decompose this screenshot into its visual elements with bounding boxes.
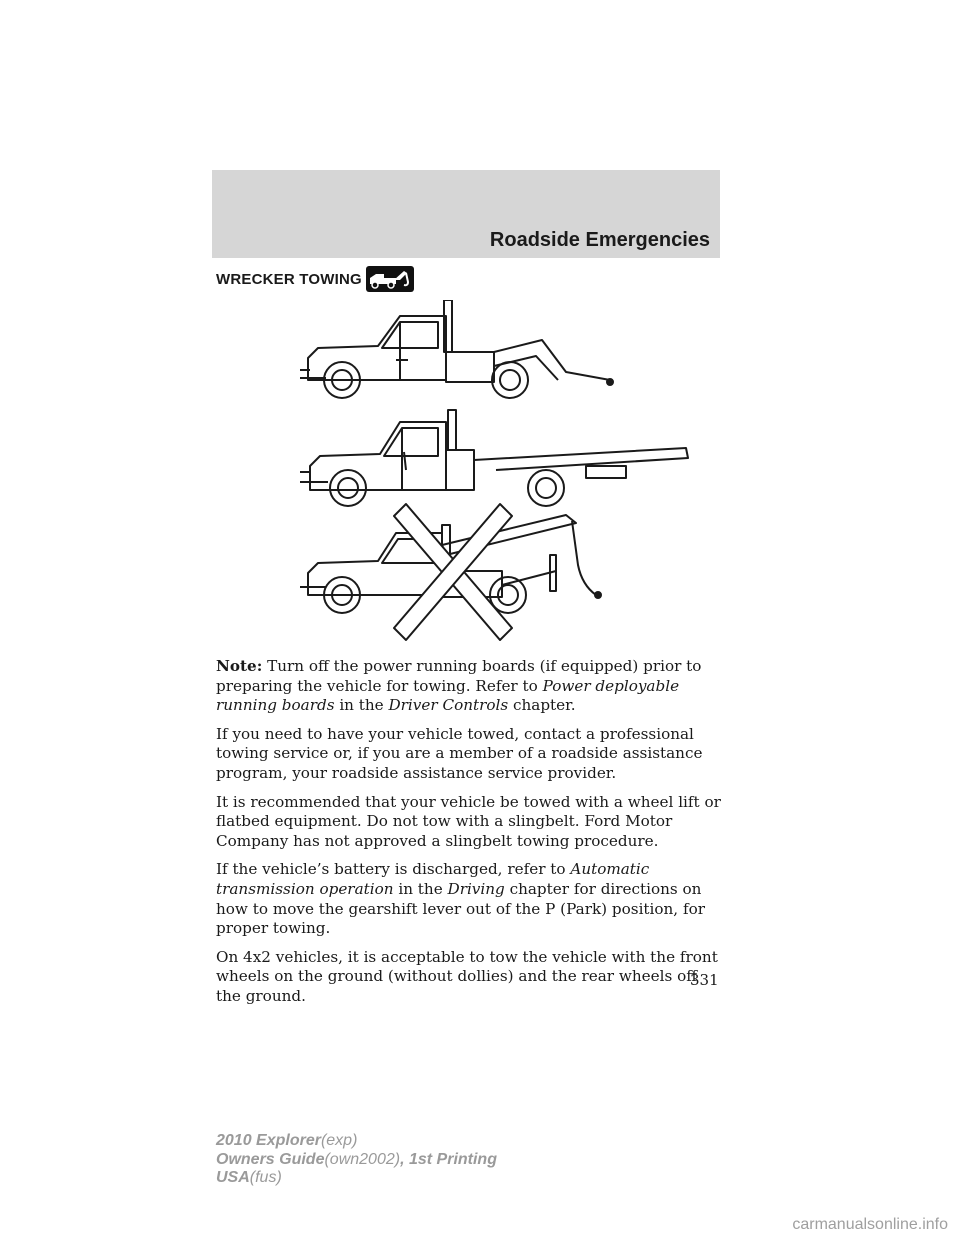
paragraph-3 xyxy=(216,860,726,938)
tow-truck-icon xyxy=(366,266,414,292)
p3-in: in the xyxy=(398,879,443,898)
paragraph-1: If you need to have your vehicle towed, contact a professional towing service or, if you are a member of a roadside assistance program, your roadside assistance service provider. xyxy=(216,724,703,782)
note-reference: Power deployable running boards xyxy=(216,676,680,715)
footer-printing: , 1st Printing xyxy=(400,1150,497,1168)
footer-guide: Owners Guide xyxy=(216,1150,325,1168)
note-end: chapter. xyxy=(512,696,576,715)
note-chapter: Driver Controls xyxy=(388,696,509,715)
footer-line-3 xyxy=(216,1169,497,1188)
page-number: 331 xyxy=(690,971,719,989)
footer-guide-code: (own2002) xyxy=(324,1150,401,1168)
footer xyxy=(216,1132,497,1188)
section-heading: WRECKER TOWING xyxy=(216,271,362,288)
note-label: Note: xyxy=(216,657,263,675)
footer-line-1 xyxy=(216,1132,497,1151)
body-text xyxy=(216,657,726,1016)
flatbed-tow-truck xyxy=(300,410,688,506)
note-paragraph xyxy=(216,657,726,716)
p3-end: chapter for directions on how to move the gearshift lever out of the P (Park) position, for proper towing. xyxy=(216,879,705,938)
wheel-lift-tow-truck xyxy=(300,300,613,398)
towing-methods-illustration xyxy=(296,300,692,645)
p3-text: If the vehicle’s battery is discharged, refer to xyxy=(216,860,566,879)
footer-model: 2010 Explorer xyxy=(216,1132,321,1149)
header-title: Roadside Emergencies xyxy=(489,229,710,251)
note-text: Turn off the power running boards (if equipped) prior to preparing the vehicle for towing. Refer to xyxy=(216,657,702,695)
footer-line-2 xyxy=(216,1151,497,1170)
footer-market: USA xyxy=(216,1169,250,1186)
note-in: in the xyxy=(339,696,384,715)
footer-model-code: (exp) xyxy=(320,1132,358,1149)
paragraph-2: It is recommended that your vehicle be towed with a wheel lift or flatbed equipment. Do not tow with a slingbelt. Ford Motor Company has not approved a slingbelt towing procedure. xyxy=(216,792,721,850)
footer-market-code: (fus) xyxy=(249,1169,282,1186)
p3-reference: Automatic transmission operation xyxy=(216,860,650,898)
watermark: carmanualsonline.info xyxy=(792,1216,948,1233)
header-band xyxy=(212,170,720,258)
paragraph-4: On 4x2 vehicles, it is acceptable to tow the vehicle with the front wheels on the ground (without dollies) and the rear wheels off the ground. xyxy=(216,947,718,1005)
p3-chapter: Driving xyxy=(447,879,505,898)
